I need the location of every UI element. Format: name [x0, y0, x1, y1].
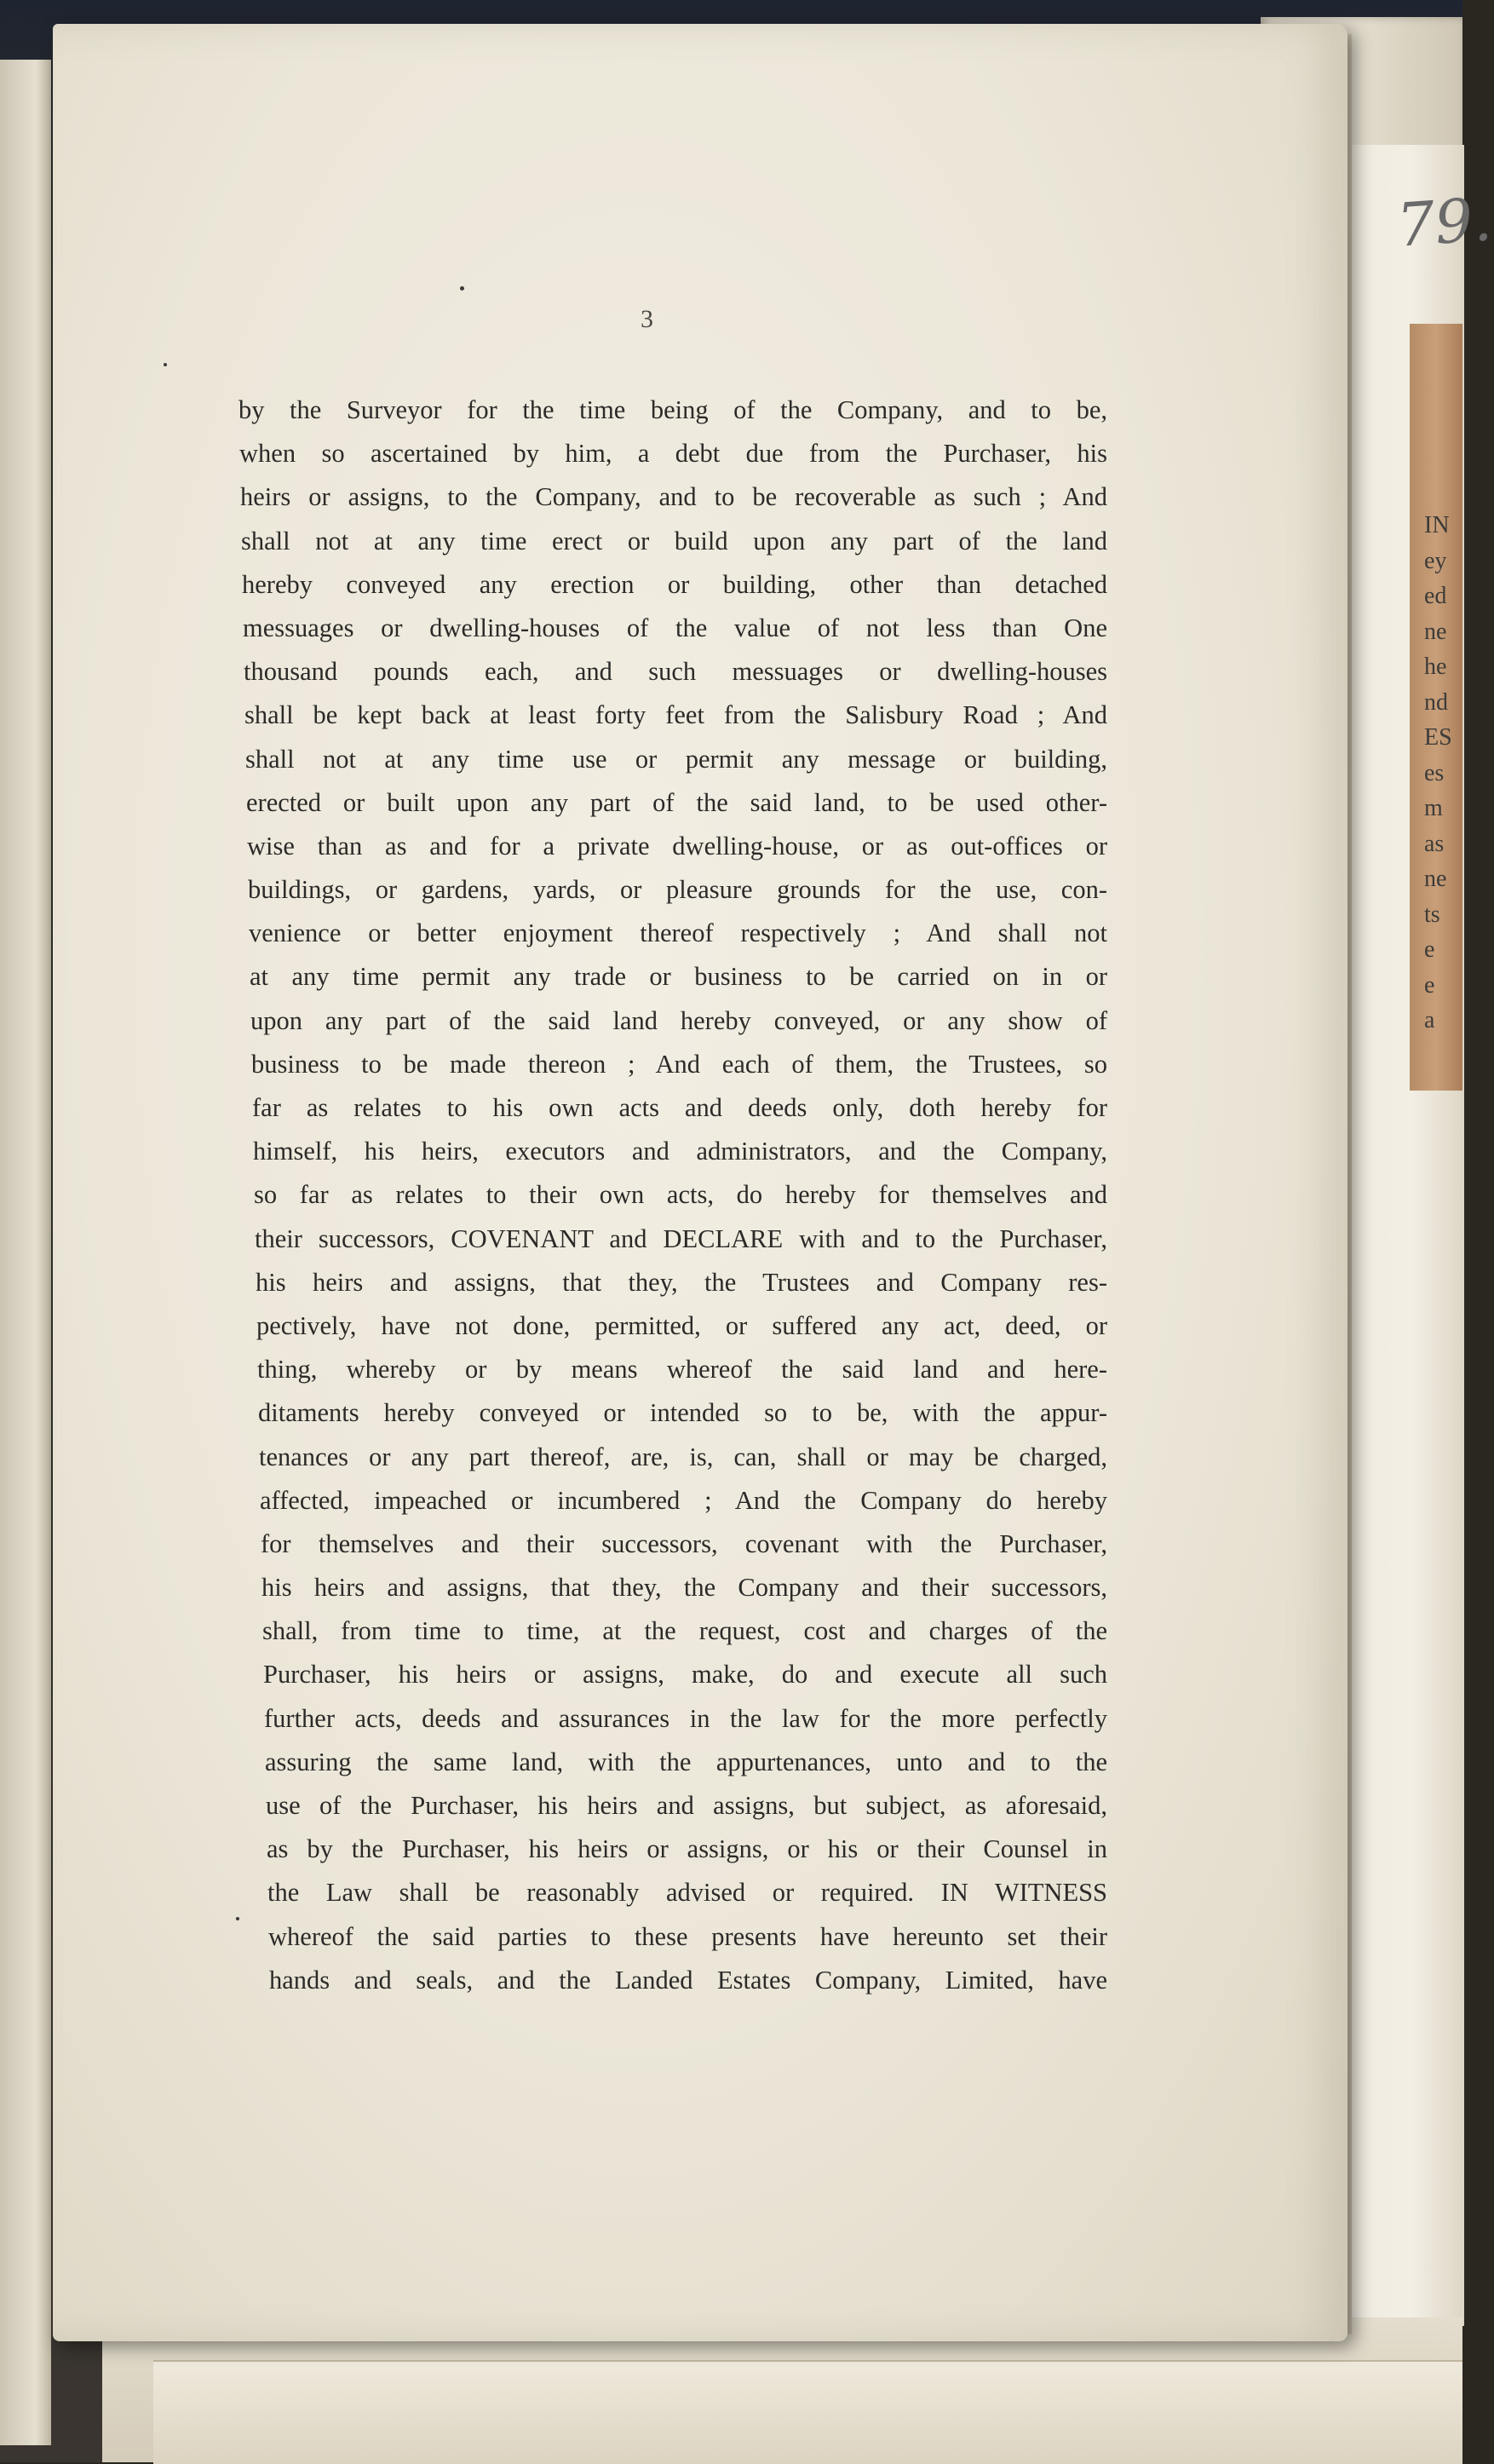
text-line: hands and seals, and the Landed Estates Company, Limited, have — [269, 1965, 1107, 1995]
underlying-sheet-edge-text — [1424, 508, 1462, 1039]
text-line: at any time permit any trade or business to be carried on in or — [250, 962, 1107, 992]
text-line: by the Surveyor for the time being of the Company, and to be, — [238, 395, 1107, 424]
edge-letter: m — [1424, 795, 1443, 821]
text-line: far as relates to his own acts and deeds only, doth hereby for — [252, 1093, 1107, 1122]
text-line: erected or built upon any part of the said land, to be used other- — [246, 787, 1107, 817]
text-line: messuages or dwelling-houses of the value of not less than One — [243, 613, 1107, 642]
text-line: for themselves and their successors, covenant with the Purchaser, — [261, 1528, 1107, 1558]
text-line: when so ascertained by him, a debt due from the Purchaser, his — [239, 439, 1107, 469]
edge-letter: ed — [1424, 583, 1447, 609]
text-line: ditaments hereby conveyed or intended so to be, with the appur- — [258, 1398, 1107, 1428]
text-line: thing, whereby or by means whereof the said land and here- — [257, 1355, 1107, 1385]
text-line: thousand pounds each, and such messuages or dwelling-houses — [244, 657, 1107, 687]
text-line: heirs or assigns, to the Company, and to be recoverable as such ; And — [240, 482, 1107, 512]
text-line: venience or better enjoyment thereof respectively ; And shall not — [249, 918, 1107, 948]
text-line: assuring the same land, with the appurtenances, unto and to the — [265, 1747, 1107, 1776]
text-line: as by the Purchaser, his heirs or assigns, or his or their Counsel in — [267, 1834, 1107, 1864]
edge-letter: e — [1424, 936, 1435, 963]
text-line: shall not at any time erect or build upon any part of the land — [241, 526, 1107, 556]
text-line: use of the Purchaser, his heirs and assigns, but subject, as aforesaid, — [266, 1791, 1107, 1820]
text-line: Purchaser, his heirs or assigns, make, do and execute all such — [263, 1660, 1107, 1690]
text-line: his heirs and assigns, that they, the Trustees and Company res- — [256, 1267, 1107, 1297]
text-line: business to be made thereon ; And each of them, the Trustees, so — [251, 1049, 1107, 1079]
text-line: hereby conveyed any erection or building, other than detached — [242, 569, 1107, 599]
text-line: shall, from time to time, at the request, cost and charges of the — [262, 1616, 1107, 1646]
underlying-sheet-bottom-inner — [153, 2360, 1462, 2464]
text-line: wise than as and for a private dwelling-house, or as out-offices or — [247, 831, 1107, 861]
text-line: himself, his heirs, executors and administrators, and the Company, — [253, 1137, 1107, 1166]
text-line: shall be kept back at least forty feet from the Salisbury Road ; And — [244, 700, 1107, 730]
underlying-sheet-left — [0, 60, 51, 2445]
edge-letter: IN — [1424, 512, 1450, 538]
text-line: pectively, have not done, permitted, or suffered any act, deed, or — [256, 1310, 1107, 1340]
text-line: tenances or any part thereof, are, is, can, shall or may be charged, — [259, 1442, 1107, 1471]
text-line: his heirs and assigns, that they, the Company and their successors, — [261, 1573, 1107, 1603]
edge-letter: e — [1424, 971, 1435, 999]
text-line: so far as relates to their own acts, do hereby for themselves and — [254, 1180, 1107, 1210]
edge-letter: ne — [1424, 866, 1447, 892]
text-line: the Law shall be reasonably advised or required. IN WITNESS — [267, 1878, 1107, 1908]
edge-letter: ts — [1424, 901, 1440, 928]
text-line: affected, impeached or incumbered ; And the Company do hereby — [260, 1485, 1107, 1515]
text-line: their successors, COVENANT and DECLARE with and to the Purchaser, — [255, 1223, 1107, 1253]
edge-letter: a — [1424, 1007, 1435, 1033]
page-number: 3 — [641, 305, 653, 333]
text-line: upon any part of the said land hereby conveyed, or any show of — [250, 1005, 1107, 1035]
edge-letter: as — [1424, 830, 1445, 857]
edge-letter: ES — [1424, 724, 1452, 751]
edge-letter: ey — [1424, 547, 1447, 574]
body-text — [238, 389, 1107, 2002]
edge-letter: ne — [1424, 618, 1447, 645]
text-line: further acts, deeds and assurances in the law for the more perfectly — [264, 1703, 1107, 1733]
edge-letter: nd — [1424, 688, 1448, 716]
edge-letter: he — [1424, 653, 1447, 680]
edge-letter: es — [1424, 759, 1445, 786]
text-line: whereof the said parties to these presents have hereunto set their — [268, 1921, 1107, 1951]
paper-speck — [460, 286, 464, 291]
handwritten-page-mark: 79. — [1394, 184, 1494, 261]
text-line: shall not at any time use or permit any message or building, — [245, 744, 1107, 774]
paper-speck — [164, 363, 167, 366]
text-line: buildings, or gardens, yards, or pleasure grounds for the use, con- — [248, 875, 1107, 905]
